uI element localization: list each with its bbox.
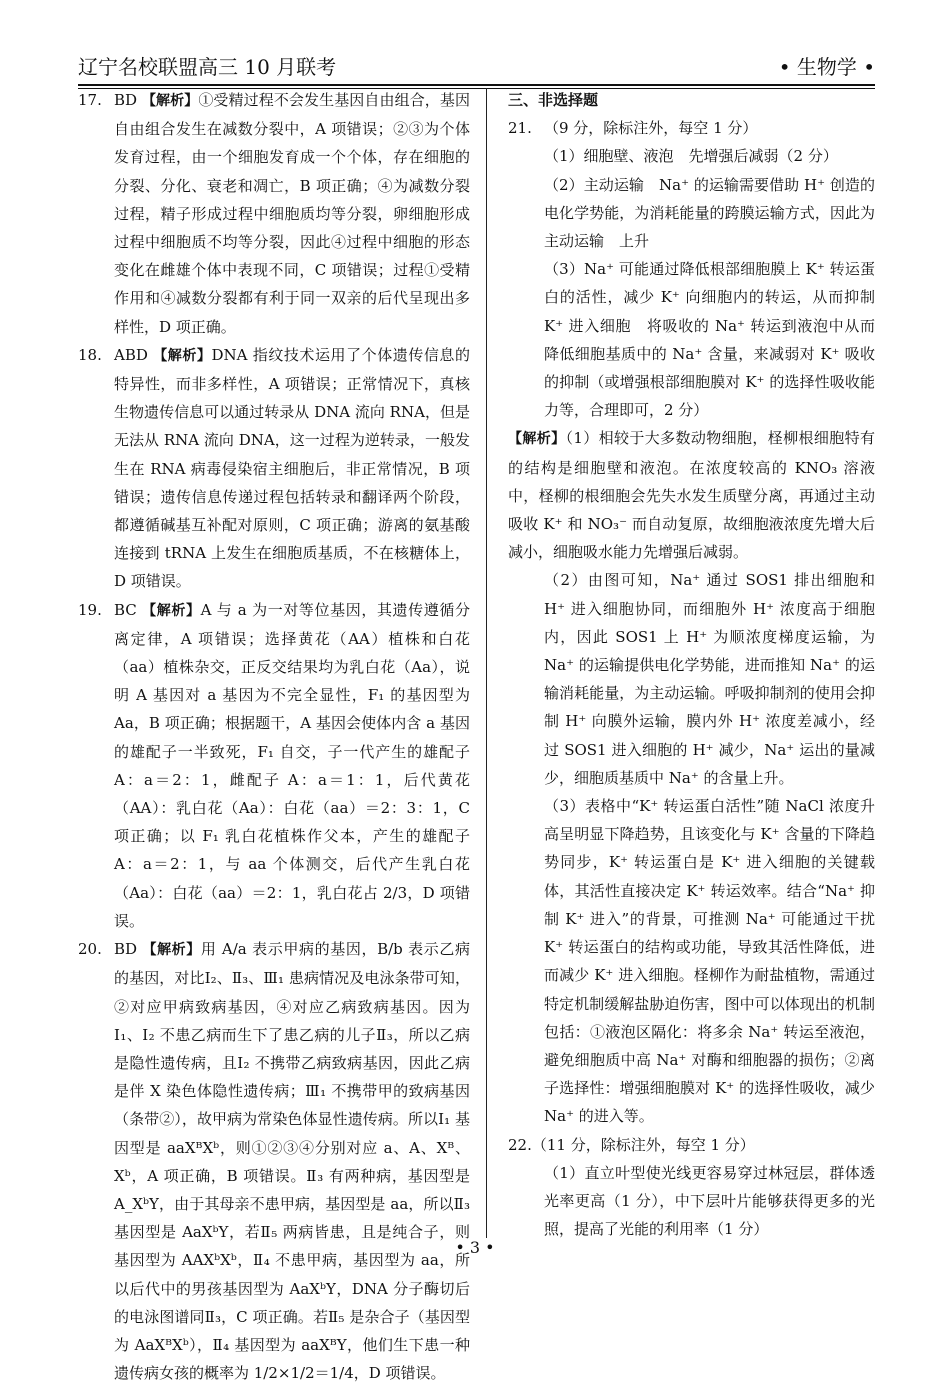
question-number: 17. (78, 91, 102, 109)
analysis-tag: 【解析】 (508, 431, 566, 448)
subject-label: • 生物学 • (778, 55, 875, 79)
analysis-text: A 与 a 为一对等位基因，其遗传遵循分离定律，A 项错误；选择黄花（AA）植株和白花（aa）植株杂交，正反交结果均为乳白花（Aa），说明 A 基因对 a 基因为不完全显性，F₁ 的基因型为 Aa，B 项正确；根据题干，A 基因会使体内含 a 基因的雄配子一半致死，F₁ 自交，子一代产生的雄配子 A：a＝2：1，雌配子 A：a＝1：1，后代黄花（AA）：乳白花（Aa）：白花（aa）＝2：3：1，C 项正确；以 F₁ 乳白花植株作父本，产生的雄配子 A：a＝2：1，与 aa 个体测交，后代产生乳白花（Aa）：白花（aa）＝2：1，乳白花占 2/3，D 项错误。 (114, 600, 470, 930)
question-number: 20. (78, 940, 102, 959)
answer-21-1: （1）细胞壁、液泡 先增强后减弱（2 分） (544, 147, 838, 166)
analysis-tag: 【解析】 (153, 347, 212, 364)
answer-21-3: （3）Na⁺ 可能通过降低根部细胞膜上 K⁺ 转运蛋白的活性，减少 K⁺ 向细胞内的转运，从而抑制 K⁺ 进入细胞 将吸收的 Na⁺ 转运到液泡中从而降低细胞基质中的 Na⁺ 含量，来减弱对 K⁺ 吸收的抑制（或增强根部细胞膜对 K⁺ 的选择性吸收能力等，合理即可，2 分） (544, 260, 875, 420)
analysis-text: （1）相较于大多数动物细胞，柽柳根细胞特有的结构是细胞壁和液泡。在浓度较高的 KNO₃ 溶液中，柽柳的根细胞会先失水发生质壁分离，再通过主动吸收 K⁺ 和 NO₃⁻ 而自动复原，故细胞液浓度先增大后减小，细胞吸水能力先增强后减弱。 (508, 429, 876, 562)
analysis-tag: 【解析】 (142, 602, 201, 619)
question-22 (508, 1131, 875, 1159)
explanation-21-3: （3）表格中“K⁺ 转运蛋白活性”随 NaCl 浓度升高呈明显下降趋势，且该变化与 K⁺ 含量的下降趋势同步，K⁺ 转运蛋白是 K⁺ 进入细胞的关键载体，其活性直接决定 K⁺ 转运效率。结合“Na⁺ 抑制 K⁺ 进入”的背景，可推测 Na⁺ 可能通过干扰 K⁺ 转运蛋白的结构或功能，导致其活性降低，进而减少 K⁺ 进入细胞。柽柳作为耐盐植物，需通过特定机制缓解盐胁迫伤害，图中可以体现出的机制包括：①液泡区隔化：将多余 Na⁺ 转运至液泡，避免细胞质中高 Na⁺ 对酶和细胞器的损伤；②离子选择性：增强细胞膜对 K⁺ 的选择性吸收，减少 Na⁺ 的进入等。 (544, 797, 875, 1126)
analysis-text: 用 A/a 表示甲病的基因，B/b 表示乙病的基因，对比Ⅰ₂、Ⅱ₃、Ⅲ₁ 患病情况及电泳条带可知，②对应甲病致病基因，④对应乙病致病基因。因为Ⅰ₁、Ⅰ₂ 不患乙病而生下了患乙病的儿子Ⅱ₃，所以乙病是隐性遗传病，且Ⅰ₂ 不携带乙病致病基因，因此乙病是伴 X 染色体隐性遗传病；Ⅲ₁ 不携带甲的致病基因（条带②），故甲病为常染色体显性遗传病。所以Ⅰ₁ 基因型是 aaXᴮXᵇ，则①②③④分别对应 a、A、Xᴮ、Xᵇ，A 项正确，B 项错误。Ⅱ₃ 有两种病，基因型是 A_XᵇY，由于其母亲不患甲病，基因型是 aa，所以Ⅱ₃ 基因型是 AaXᵇY，若Ⅱ₅ 两病皆患，且是纯合子，则基因型为 AAXᵇXᵇ，Ⅱ₄ 不患甲病，基因型为 aa，所以后代中的男孩基因型为 AaXᵇY，DNA 分子酶切后的电泳图谱同Ⅱ₃，C 项正确。若Ⅱ₅ 是杂合子（基因型为 AaXᴮXᵇ），Ⅱ₄ 基因型为 aaXᴮY，他们生下患一种遗传病女孩的概率为 1/2×1/2＝1/4，D 项错误。 (114, 940, 470, 1383)
answer-key: ABD (114, 345, 148, 364)
question-number: 19. (78, 600, 102, 619)
analysis-tag: 【解析】 (142, 942, 201, 959)
question-21 (508, 114, 875, 142)
question-scoring: （11 分，除标注外，每空 1 分） (531, 1135, 755, 1154)
question-17 (78, 86, 470, 341)
question-number: 22. (508, 1135, 532, 1154)
question-number: 21. (508, 119, 532, 138)
analysis-text: ①受精过程不会发生基因自由组合，基因自由组合发生在减数分裂中，A 项错误；②③为个体发育过程，由一个细胞发育成一个个体，存在细胞的分裂、分化、衰老和凋亡，B 项正确；④为减数分裂过程，精子形成过程中细胞质均等分裂，卵细胞形成过程中细胞质不均等分裂，因此④过程中细胞的形态变化在雌雄个体中表现不同，C 项错误；过程①受精作用和④减数分裂都有利于同一双亲的后代呈现出多样性，D 项正确。 (114, 91, 470, 336)
question-number: 18. (78, 345, 102, 364)
answer-22-1: （1）直立叶型使光线更容易穿过林冠层，群体透光率更高（1 分），中下层叶片能够获得更多的光照，提高了光能的利用率（1 分） (544, 1163, 875, 1239)
answer-key: BD (114, 940, 138, 959)
question-scoring: （9 分，除标注外，每空 1 分） (544, 119, 758, 138)
answer-key: BD (114, 91, 138, 109)
section-heading: 三、非选择题 (508, 91, 599, 109)
page-number: • 3 • (455, 1238, 495, 1257)
answer-21-2: （2）主动运输 Na⁺ 的运输需要借助 H⁺ 创造的电化学势能，为消耗能量的跨膜运输方式，因此为主动运输 上升 (544, 175, 875, 251)
right-column (508, 86, 875, 1243)
exam-title: 辽宁名校联盟高三 10 月联考 (78, 55, 337, 79)
explanation-21-2: （2）由图可知，Na⁺ 通过 SOS1 排出细胞和 H⁺ 进入细胞协同，而细胞外 H⁺ 浓度高于细胞内，因此 SOS1 上 H⁺ 为顺浓度梯度运输，为 Na⁺ 的运输提供电化学势能，进而推知 Na⁺ 的运输消耗能量，为主动运输。呼吸抑制剂的使用会抑制 H⁺ 向膜外运输，膜内外 H⁺ 浓度差减小，经过 SOS1 进入细胞的 H⁺ 减少，Na⁺ 运出的量减少，细胞质基质中 Na⁺ 的含量上升。 (544, 571, 875, 787)
answer-key: BC (114, 600, 137, 619)
question-20 (78, 935, 470, 1387)
question-18 (78, 341, 470, 596)
explanation-21-1 (508, 424, 875, 566)
left-column (78, 86, 470, 1387)
column-divider (486, 88, 487, 1238)
analysis-tag: 【解析】 (141, 93, 199, 109)
question-19 (78, 596, 470, 935)
page-header (78, 52, 875, 82)
analysis-text: DNA 指纹技术运用了个体遗传信息的特异性，而非多样性，A 项错误；正常情况下，真核生物遗传信息可以通过转录从 DNA 流向 RNA，但是无法从 RNA 流向 DNA，这一过程为逆转录，一般发生在 RNA 病毒侵染宿主细胞后，非正常情况，B 项错误；遗传信息传递过程包括转录和翻译两个阶段，都遵循碱基互补配对原则，C 项正确；游离的氨基酸连接到 tRNA 上发生在细胞质基质，不在核糖体上，D 项错误。 (114, 345, 470, 591)
